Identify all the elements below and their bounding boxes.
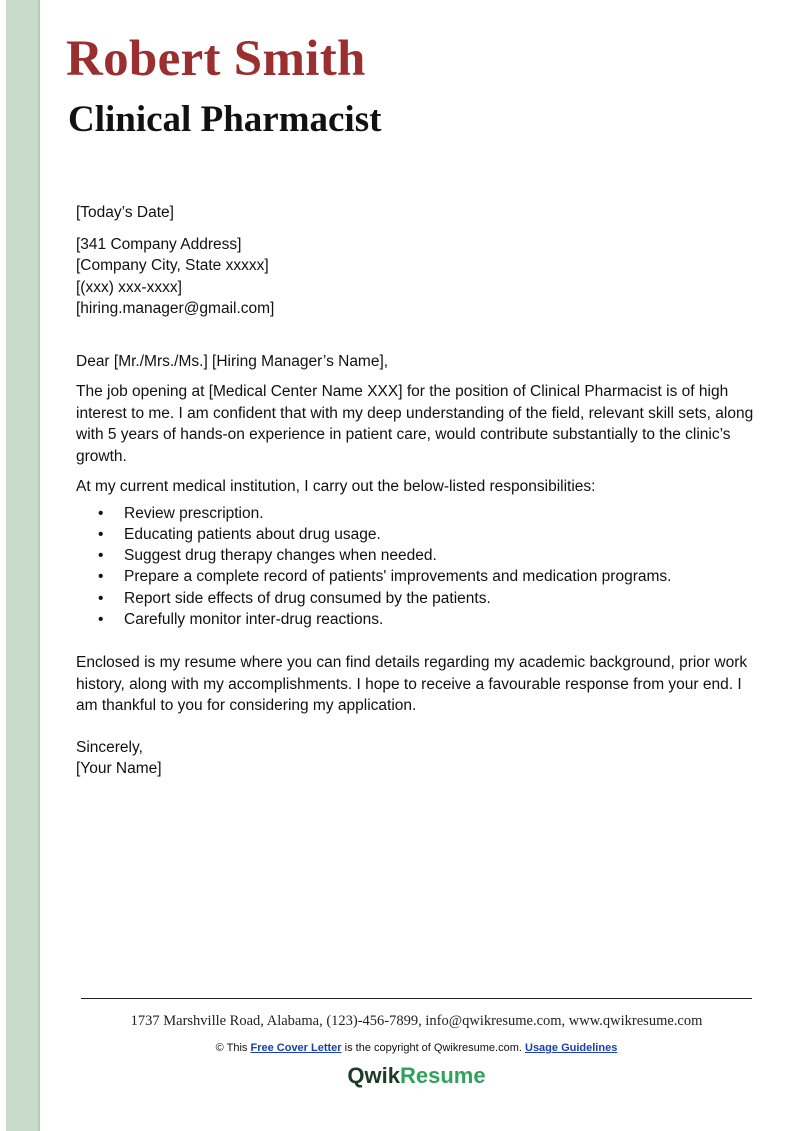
paragraph-intro: The job opening at [Medical Center Name XXX] for the position of Clinical Pharmacist is of high interest to me. I am confident that with my deep understanding of the field, relevant skill sets, along with 5 years of hands-on experience in patient care, would contribute substantially to the clinic’s growth. xyxy=(76,383,754,465)
recipient-address xyxy=(76,234,756,320)
bullet-icon: • xyxy=(98,547,104,565)
paragraph-closing: Enclosed is my resume where you can find details regarding my academic background, prior work history, along with my accomplishments. I hope to receive a favourable response from your end. I am thankful to you for considering my application. xyxy=(76,654,748,715)
letter-date: [Today’s Date] xyxy=(76,204,174,221)
applicant-name: Robert Smith xyxy=(66,31,366,87)
signature-name: [Your Name] xyxy=(76,760,162,778)
sign-off xyxy=(76,737,756,780)
decorative-side-bar xyxy=(0,0,40,1131)
list-item-text: Report side effects of drug consumed by the patients. xyxy=(124,589,491,607)
bullet-icon: • xyxy=(98,504,104,522)
usage-guidelines-link[interactable]: Usage Guidelines xyxy=(525,1042,618,1054)
qwikresume-logo[interactable] xyxy=(81,1063,752,1089)
bullet-icon: • xyxy=(98,589,104,607)
list-item-text: Carefully monitor inter-drug reactions. xyxy=(124,610,384,628)
list-item-text: Suggest drug therapy changes when needed. xyxy=(124,547,437,565)
list-item-text: Prepare a complete record of patients' improvements and medication programs. xyxy=(124,568,672,586)
footer-divider xyxy=(81,998,752,999)
applicant-job-title: Clinical Pharmacist xyxy=(68,99,382,140)
address-line: [Company City, State xxxxx] xyxy=(76,257,269,274)
responsibilities-list xyxy=(76,503,756,631)
logo-text-qwik: Qwik xyxy=(347,1063,400,1088)
address-line: [(xxx) xxx-xxxx] xyxy=(76,278,182,296)
list-item xyxy=(76,524,756,545)
bullet-icon: • xyxy=(98,568,104,586)
letter-body xyxy=(76,202,756,780)
list-item-text: Review prescription. xyxy=(124,504,264,522)
salutation: Dear [Mr./Mrs./Ms.] [Hiring Manager’s Name], xyxy=(76,352,389,370)
free-cover-letter-link[interactable]: Free Cover Letter xyxy=(250,1042,342,1054)
list-item xyxy=(76,503,756,524)
list-item xyxy=(76,609,756,630)
list-item xyxy=(76,566,756,587)
closing-phrase: Sincerely, xyxy=(76,738,143,756)
address-line: [hiring.manager@gmail.com] xyxy=(76,300,275,317)
footer-contact-info: 1737 Marshville Road, Alabama, (123)-456-7899, info@qwikresume.com, www.qwikresume.com xyxy=(130,1013,703,1029)
address-line: [341 Company Address] xyxy=(76,235,242,253)
copyright-middle: is the copyright of Qwikresume.com. xyxy=(344,1042,522,1054)
logo-text-resume: Resume xyxy=(399,1063,486,1088)
copyright-notice xyxy=(81,1042,752,1054)
bullet-icon: • xyxy=(98,525,104,543)
bullet-icon: • xyxy=(98,610,104,628)
list-item xyxy=(76,545,756,566)
list-item xyxy=(76,588,756,609)
copyright-prefix: © This xyxy=(215,1042,248,1054)
paragraph-responsibilities-intro: At my current medical institution, I carry out the below-listed responsibilities: xyxy=(76,478,596,495)
list-item-text: Educating patients about drug usage. xyxy=(124,525,381,543)
